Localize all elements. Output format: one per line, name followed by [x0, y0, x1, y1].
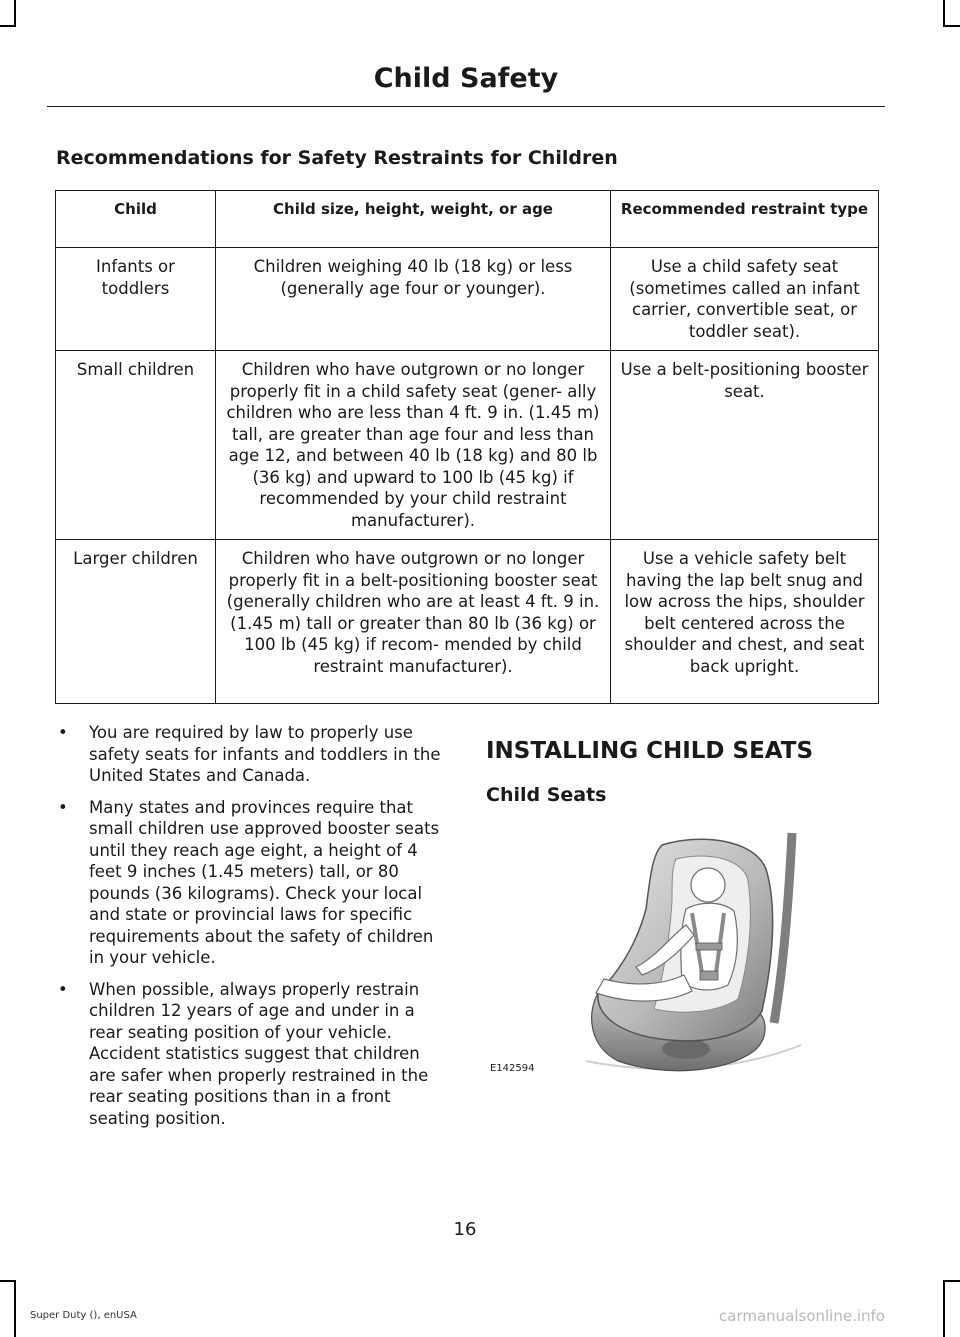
- crop-mark: [943, 0, 945, 26]
- section-title: Recommendations for Safety Restraints for Children: [56, 147, 618, 169]
- table-cell: Use a child safety seat (sometimes called an infant carrier, convertible seat, or toddler seat).: [611, 248, 879, 351]
- installing-child-seats-heading: INSTALLING CHILD SEATS: [486, 738, 814, 764]
- child-seats-heading: Child Seats: [486, 784, 607, 806]
- crop-mark: [943, 1280, 945, 1337]
- figure-code: E142594: [490, 1063, 535, 1074]
- table-row: [56, 540, 879, 704]
- table-cell: Larger children: [56, 540, 216, 704]
- table-cell: Use a vehicle safety belt having the lap belt snug and low across the hips, shoulder belt centered across the shoulder and chest, and seat back upright.: [611, 540, 879, 704]
- column-header: Recommended restraint type: [611, 191, 879, 248]
- watermark: carmanualsonline.info: [719, 1307, 885, 1325]
- bullet-symbol: •: [58, 797, 68, 817]
- crop-mark: [0, 25, 16, 27]
- bullet-symbol: •: [58, 723, 68, 742]
- table-cell: Children weighing 40 lb (18 kg) or less (generally age four or younger).: [216, 248, 611, 351]
- column-header: Child: [56, 191, 216, 248]
- crop-mark: [0, 1280, 16, 1282]
- restraint-recommendations-table: [55, 190, 879, 704]
- table-row: [56, 351, 879, 540]
- bullet-list: [56, 722, 449, 1139]
- list-item: [56, 979, 449, 1130]
- list-item: [56, 722, 449, 787]
- crop-mark: [943, 25, 960, 27]
- crop-mark: [14, 0, 16, 26]
- page-number: 16: [453, 1219, 477, 1240]
- page-header: [47, 62, 885, 107]
- page-title: Child Safety: [373, 63, 559, 94]
- table-cell: Use a belt-positioning booster seat.: [611, 351, 879, 540]
- table-cell: Infants or toddlers: [56, 248, 216, 351]
- column-header: Child size, height, weight, or age: [216, 191, 611, 248]
- list-item-text: You are required by law to properly use safety seats for infants and toddlers in the United States and Canada.: [89, 723, 441, 785]
- crop-mark: [943, 1280, 960, 1282]
- bullet-symbol: •: [58, 979, 68, 999]
- crop-mark: [14, 1280, 16, 1337]
- table-header-row: [56, 191, 879, 248]
- table-cell: Children who have outgrown or no longer properly fit in a child safety seat (gener- ally children who are less than 4 ft. 9 in. (1.45 m) tall, are greater than age four and less than age 12, and between 40 lb (18 kg) and 80 lb (36 kg) and upward to 100 lb (45 kg) if recommended by your child restraint manufacturer).: [216, 351, 611, 540]
- list-item-text: When possible, always properly restrain children 12 years of age and under in a rear seating position of your vehicle. Accident statistics suggest that children are safer when properly restrained in the rear seating positions than in a front seating position.: [89, 979, 429, 1128]
- table-cell: Small children: [56, 351, 216, 540]
- table-row: [56, 248, 879, 351]
- table-cell: Children who have outgrown or no longer properly fit in a belt-positioning booster seat (generally children who are at least 4 ft. 9 in. (1.45 m) tall or greater than 80 lb (36 kg) or 100 lb (45 kg) if recom- mended by child restraint manufacturer).: [216, 540, 611, 704]
- child-seat-illustration: [486, 825, 806, 1085]
- list-item-text: Many states and provinces require that small children use approved booster seats until they reach age eight, a height of 4 feet 9 inches (1.45 meters) tall, or 80 pounds (36 kilograms). Check your local and state or provincial laws for specific requirements about the safety of children in your vehicle.: [89, 797, 440, 967]
- list-item: [56, 797, 449, 969]
- footer-text: Super Duty (), enUSA: [30, 1310, 137, 1321]
